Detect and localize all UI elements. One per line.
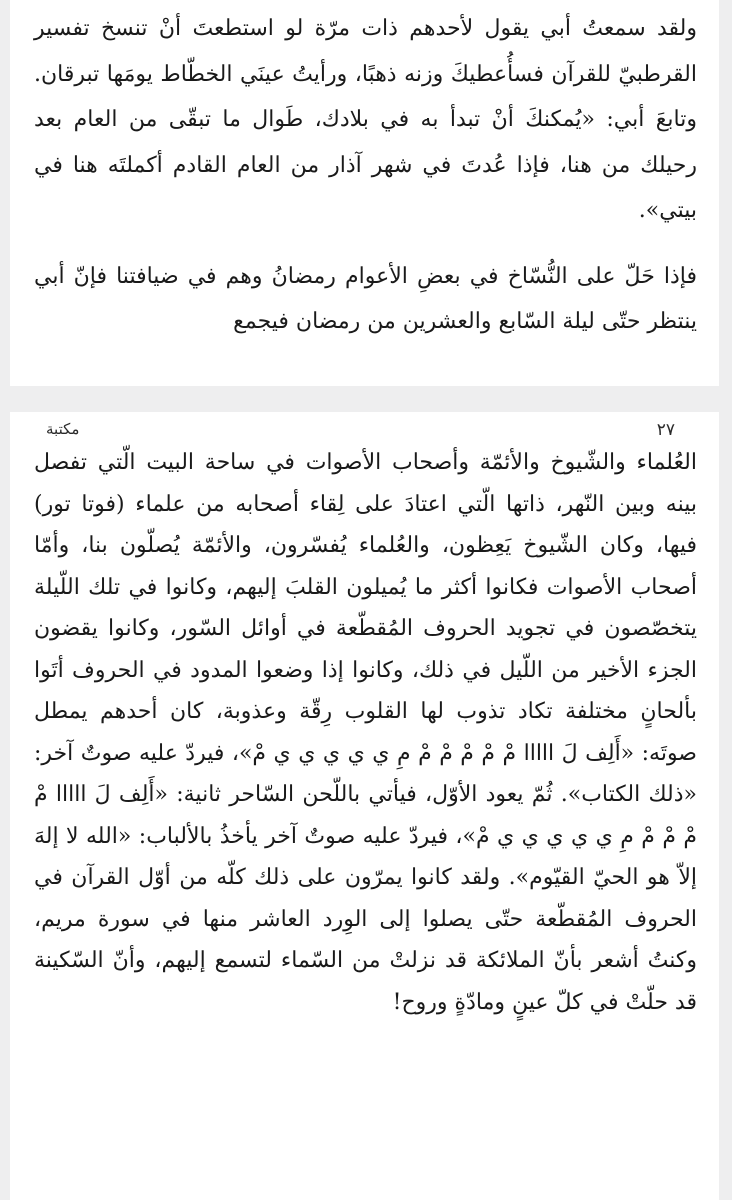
page-number: ٢٧ [656, 420, 675, 440]
running-head: مكتبة [46, 420, 80, 438]
page-header [34, 412, 697, 442]
top-page [10, 0, 719, 386]
top-paragraph-1: ولقد سمعتُ أبي يقول لأحدهم ذات مرّة لو استطعتَ أنْ تنسخ تفسير القرطبيّ للقرآن فسأُعطيكَ وزنه ذهبًا، ورأيتُ عينَي الخطّاط يومَها تبرقان. وتابعَ أبي: «يُمكنكَ أنْ تبدأ به في بلادك، طَوال ما تبقّى من العام بعد رحيلك من هنا، فإذا عُدتَ في شهر آذار من العام القادم أكملتَه هنا في بيتي». [34, 16, 697, 223]
top-paragraph-2: فإذا حَلّ على النُّسّاخ في بعضِ الأعوام رمضانُ وهم في ضيافتنا فإنّ أبي ينتظر حتّى ليلة السّابع والعشرين من رمضان فيجمع [34, 263, 697, 334]
bottom-page [10, 412, 719, 1200]
bottom-paragraph: العُلماء والشّيوخ والأئمّة وأصحاب الأصوات في ساحة البيت الّتي تفصل بينه وبين النّهر، ذاتها الّتي اعتادَ على لِقاء أصحابه من علماء (فوتا تور) فيها، وكان الشّيوخ يَعِظون، والعُلماء يُفسّرون، والأئمّة يُصلّون بنا، وأمّا أصحاب الأصوات فكانوا أكثر ما يُميلون القلبَ إليهم، وكانوا في تلك اللّيلة يتخصّصون في تجويد الحروف المُقطّعة في أوائل السّور، وكانوا يقضون الجزء الأخير من اللّيل في ذلك، وكانوا إذا وضعوا المدود في الحروف أتَوا بألحانٍ مختلفة تكاد تذوب لها القلوب رِقّة وعذوبة، كان أحدهم يمطل صوتَه: «أَلِف لَ ااااا مْ مْ مْ مْ مْ مِ ي ي ي ي ي مْ»، فيردّ عليه صوتٌ آخر: «ذلك الكتاب». ثُمّ يعود الأوّل، فيأتي باللّحن السّاحر ثانية: «أَلِف لَ ااااا مْ مْ مْ مْ مِ ي ي ي ي ي مْ»، فيردّ عليه صوتٌ آخر يأخذُ بالألباب: «الله لا إلهَ إلاّ هو الحيّ القيّوم». ولقد كانوا يمرّون على ذلك كلّه من أوّل القرآن في الحروف المُقطّعة حتّى يصلوا إلى الوِرد العاشر منها في سورة مريم، وكنتُ أشعر بأنّ الملائكة قد نزلتْ من السّماء لتسمع إليهم، وأنّ السّكينة قد حلّتْ في كلّ عينٍ ومادّةٍ وروح! [34, 450, 697, 1015]
